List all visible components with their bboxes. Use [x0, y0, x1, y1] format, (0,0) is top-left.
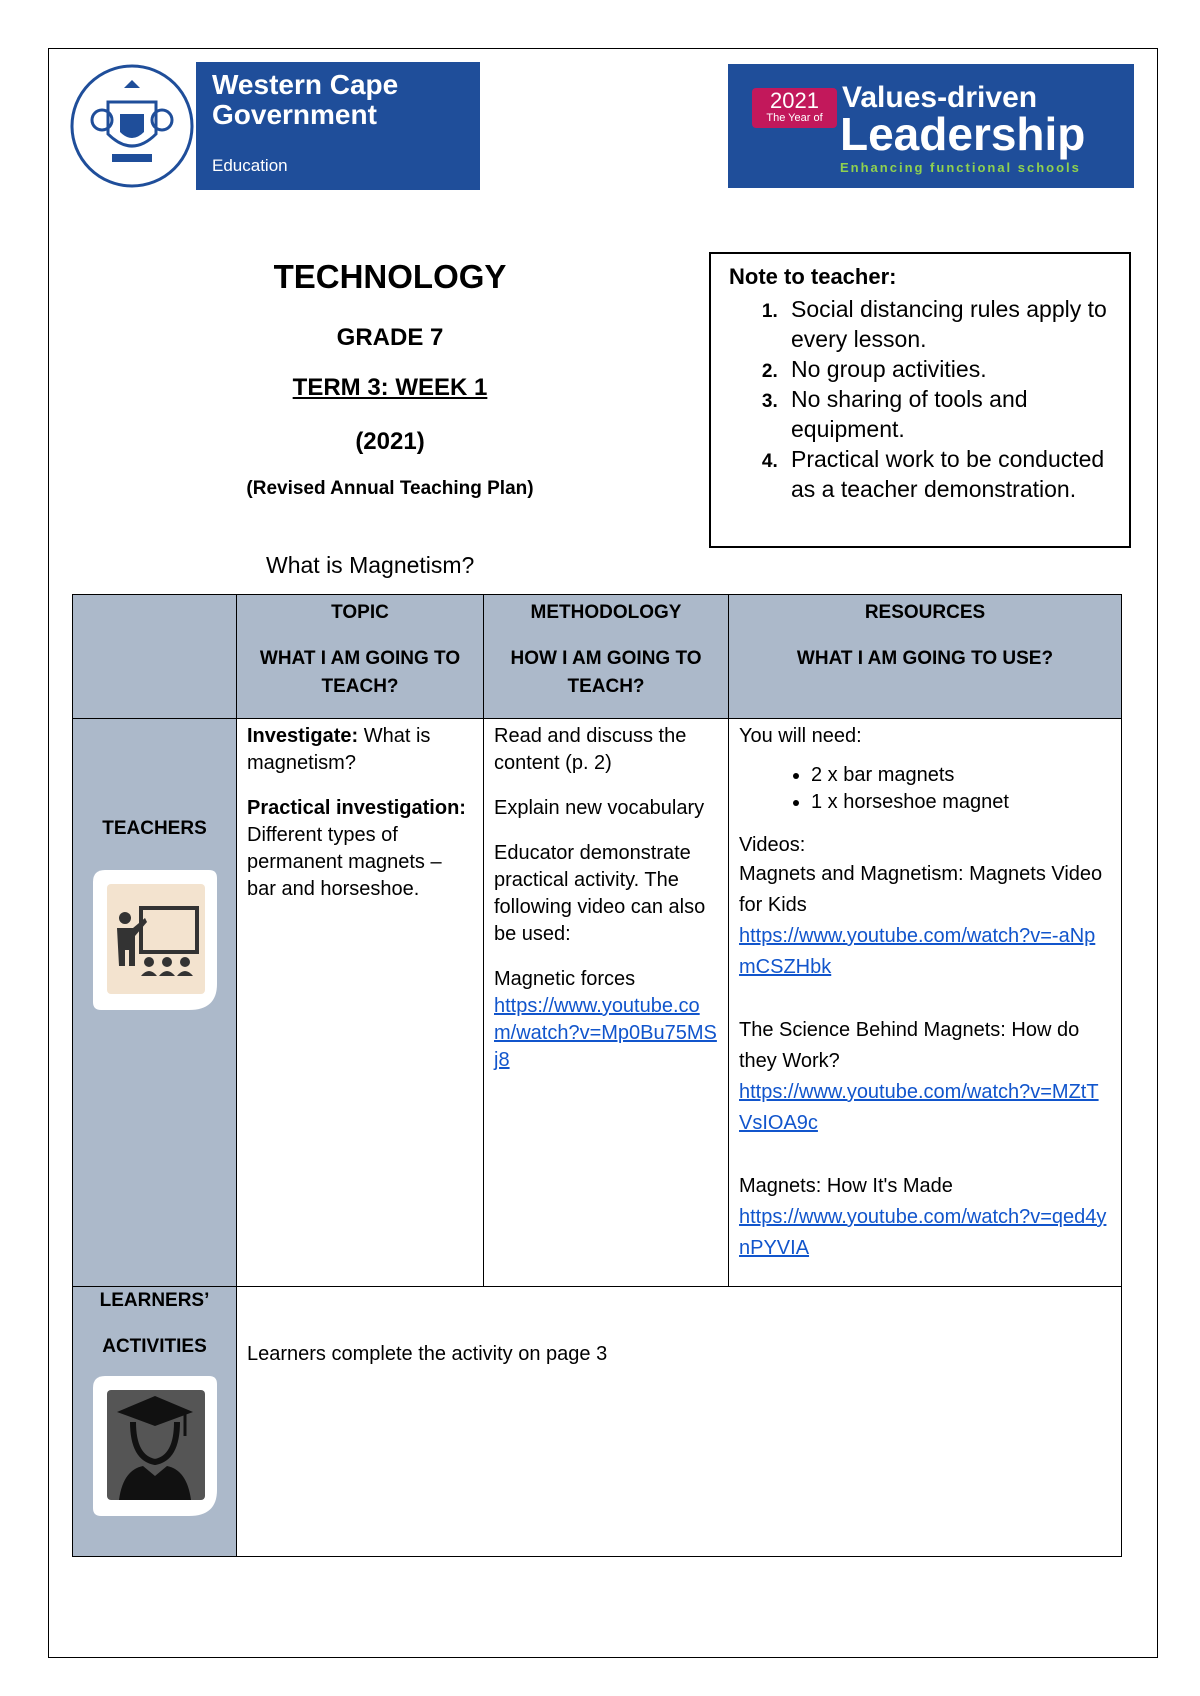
lesson-plan-table — [72, 594, 1122, 1557]
learners-side-cell — [73, 1287, 237, 1557]
methodology-step: Read and discuss the content (p. 2) — [494, 725, 687, 774]
topic-cell — [237, 719, 484, 1287]
badge-year: 2021 — [770, 88, 819, 113]
video-title: Magnetic forces — [494, 968, 636, 990]
lesson-question: What is Magnetism? — [266, 552, 475, 578]
learners-label-1: LEARNERS’ — [99, 1290, 210, 1311]
video-link[interactable]: https://www.youtube.com/watch?v=MZtTVsIOA9c — [739, 1081, 1099, 1134]
vdl-logo — [728, 64, 1134, 188]
column-subtitle: WHAT I AM GOING TO TEACH? — [259, 648, 461, 697]
teachers-side-cell — [73, 719, 237, 1287]
note-list — [725, 294, 1115, 504]
subject-title: TECHNOLOGY — [273, 258, 507, 295]
learners-row — [73, 1287, 1122, 1557]
video-link[interactable]: https://www.youtube.com/watch?v=Mp0Bu75MSj8 — [494, 995, 717, 1071]
note-item: 3. No sharing of tools and equipment. — [783, 384, 1115, 444]
note-item: 2. No group activities. — [783, 354, 1115, 384]
videos-label: Videos: — [739, 834, 806, 856]
learners-label-2: ACTIVITIES — [102, 1336, 207, 1357]
resource-item: • 1 x horseshoe magnet — [811, 789, 1111, 816]
note-item: 4. Practical work to be conducted as a teacher demonstration. — [783, 444, 1115, 504]
grade-heading: GRADE 7 — [336, 324, 444, 351]
column-header-topic — [237, 595, 484, 719]
wcg-line1: Western Cape — [212, 69, 399, 100]
column-header-methodology — [484, 595, 729, 719]
teacher-presentation-icon — [89, 866, 221, 1014]
methodology-step: Educator demonstrate practical activity. The following video can also be used: — [494, 842, 706, 945]
column-subtitle: WHAT I AM GOING TO USE? — [796, 648, 1054, 669]
resources-cell — [729, 719, 1122, 1287]
column-header-resources — [729, 595, 1122, 719]
vdl-line2: Leadership — [840, 108, 1086, 160]
wcg-logo — [68, 62, 480, 190]
methodology-step: Explain new vocabulary — [494, 797, 705, 819]
column-title: TOPIC — [331, 602, 389, 623]
investigate-label: Investigate: — [247, 725, 359, 747]
wcg-line2: Government — [212, 99, 377, 130]
table-header-row — [73, 595, 1122, 719]
year-heading: (2021) — [355, 428, 425, 455]
teachers-label: TEACHERS — [102, 818, 207, 839]
plan-heading: (Revised Annual Teaching Plan) — [246, 478, 534, 499]
year-badge — [752, 88, 837, 128]
corner-cell — [73, 595, 237, 719]
video-title: Magnets: How It's Made — [739, 1175, 953, 1197]
resource-item: • 2 x bar magnets — [811, 762, 1111, 789]
note-to-teacher — [709, 252, 1131, 548]
teachers-row — [73, 719, 1122, 1287]
term-heading: TERM 3: WEEK 1 — [292, 374, 488, 401]
vdl-tagline: Enhancing functional schools — [840, 160, 1081, 175]
badge-year-of: The Year of — [766, 112, 823, 124]
column-title: RESOURCES — [864, 602, 986, 623]
learners-text: Learners complete the activity on page 3 — [247, 1343, 608, 1365]
vdl-line1: Values-driven — [842, 81, 1038, 114]
wcg-sub: Education — [212, 156, 288, 175]
graduate-icon — [89, 1372, 221, 1520]
column-title: METHODOLOGY — [530, 602, 682, 623]
investigate-text: What is magnetism? — [247, 725, 431, 774]
resources-list — [739, 762, 1111, 816]
learners-activity-cell — [237, 1287, 1122, 1557]
resources-need: You will need: — [739, 725, 862, 747]
note-title: Note to teacher: — [729, 264, 897, 289]
video-link[interactable]: https://www.youtube.com/watch?v=-aNpmCSZHbk — [739, 925, 1096, 978]
practical-text: Different types of permanent magnets – bar and horseshoe. — [247, 824, 442, 900]
practical-label: Practical investigation: — [247, 797, 466, 819]
video-title: The Science Behind Magnets: How do they Work? — [739, 1019, 1080, 1072]
note-item: 1. Social distancing rules apply to every lesson. — [783, 294, 1115, 354]
methodology-cell — [484, 719, 729, 1287]
video-link[interactable]: https://www.youtube.com/watch?v=qed4ynPYVIA — [739, 1206, 1107, 1259]
column-subtitle: HOW I AM GOING TO TEACH? — [510, 648, 702, 697]
video-title: Magnets and Magnetism: Magnets Video for Kids — [739, 863, 1103, 916]
coat-of-arms-icon — [68, 62, 196, 190]
